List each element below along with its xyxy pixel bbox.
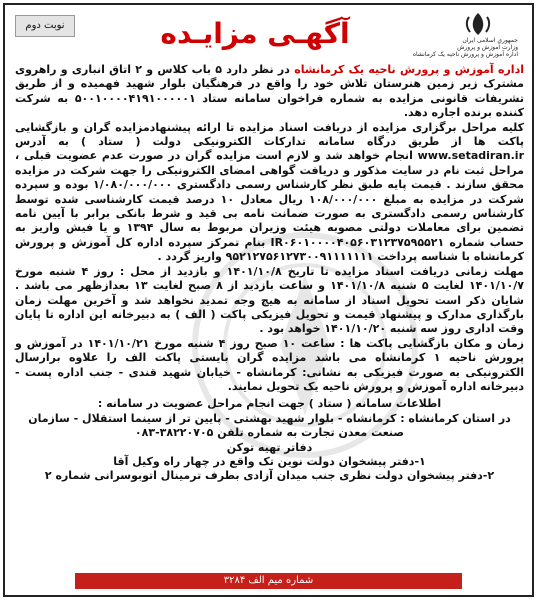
org-line-country: جمهوری اسلامی ایران xyxy=(462,37,518,44)
iran-emblem-icon xyxy=(460,11,496,37)
procedure-paragraph: کلیه مراحل برگزاری مزایده از دریافت اسناد مزایده تا ارائه پیشنهادمزایده گران و بازگشایی پاکت ها از طریق درگاه سامانه تدارکات الکترونیکی دولت ( ستاد ) به آدرس www.setadiran.ir انجام خواهد شد و لازم است مزایده گران در صورت عدم عضویت قبلی ، مراحل ثبت نام در سایت مذکور و دریافت گواهی امضای الکترونیکی را جهت شرکت در مزایده محقق سازند . قیمت پایه طبق نظر کارشناس رسمی دادگستری ۱/۰۸۰/۰۰۰/۰۰۰ بوده و سپرده شرکت در مزایده به مبلغ ۱۰۸/۰۰۰/۰۰۰ ریال معادل ۱۰ درصد قیمت کارشناسی شده توسط کارشناس رسمی دادگستری به صورت ضمانت نامه بی قید و شرط بانکی برابر با آیین نامه تضمین برای معاملات دولتی مصوبه هیئت وزیران مربوط به سال ۱۳۹۴ و یا فیش واریز به حساب شماره IR۰۶۰۱۰۰۰۰۴۰۵۶۰۳۱۲۳۷۵۹۵۵۲۱ بنام تمرکز سپرده اداره کل آموزش و پرورش کرمانشاه با شناسه پرداخت ۹۵۲۱۲۷۵۶۱۲۷۳۰۰۹۱۱۱۱۱۱۱ واریز گردد . xyxy=(15,120,525,264)
office-item-2: ۲-دفتر پیشخوان دولت نظری جنب میدان آزادی بطرف ترمینال اتوبوسرانی شماره ۲ xyxy=(44,469,495,483)
organization-logo xyxy=(412,11,518,61)
opening-paragraph: زمان و مکان بازگشایی پاکت ها : ساعت ۱۰ صبح روز ۴ شنبه مورخ ۱۴۰۱/۱۰/۲۱ در آموزش و پرورش ناحیه ۱ کرمانشاه می باشد مزایده گران بایستی پاکت الف را علاوه برارسال الکترونیکی به صورت فیزیکی به نشانی: کرمانشاه - خیابان شهید قندی - جنب اداره پست - دبیرخانه اداره آموزش و پرورش ناحیه یک تحویل نمایند. xyxy=(15,336,524,393)
info-body: در استان کرمانشاه : کرمانشاه - بلوار شهید بهشتی - پایین تر از سینما استقلال - سازمان صنعت معدن تجارت به شماره تلفن ۳۸۲۲۰۷۰۵-۰۸۳ xyxy=(28,411,511,440)
ad-title: آگهـی مزایـده xyxy=(160,17,350,50)
office-title: دفاتر تهیه توکن xyxy=(226,440,313,454)
second-notice-badge: نوبت دوم xyxy=(15,15,75,37)
intro-text: در نظر دارد ۵ باب کلاس و ۲ اتاق انباری و راهروی مشترک زیر زمین هنرستان تلاش خود را واقع در فرهنگیان بلوار شهید فهمیده و از طریق تشریفات قانونی مزایده به شماره فراخوان سامانه ستاد ۵۰۰۱۰۰۰۰۴۱۹۱۰۰۰۰۰۱ به شرکت کننده برنده اجاره دهد. xyxy=(15,63,524,120)
office-item-1: ۱-دفتر پیشخوان دولت نوین تک واقع در چهار راه وکیل آقا xyxy=(113,454,426,468)
org-line-ministry: وزارت آموزش و پرورش xyxy=(457,44,518,51)
intro-lead: اداره آموزش و پرورش ناحیه یک کرمانشاه xyxy=(294,63,524,76)
org-line-office: اداره آموزش و پرورش ناحیه یک کرمانشاه xyxy=(412,51,518,58)
ad-body xyxy=(15,63,524,484)
advertisement-frame xyxy=(3,3,534,597)
reference-number-bar: شماره میم الف ۳۲۸۴ xyxy=(75,573,462,589)
intro-paragraph xyxy=(15,63,524,121)
deadline-paragraph: مهلت زمانی دریافت اسناد مزایده تا تاریخ ۱۴۰۱/۱۰/۸ و بازدید از محل : روز ۴ شنبه مورخ ۱۴۰۱/۱۰/۷ لغایت ۵ شنبه ۱۴۰۱/۱۰/۸ و ساعت بازدید از ۸ صبح لغایت ۱۳ بعدازظهر می باشد . شایان ذکر است تحویل اسناد از سامانه به هیچ وجه تمدید نخواهد شد و آخرین مهلت زمان بارگذاری مدارک و پیشنهاد قیمت و تحویل فیزیکی پاکت ( الف ) به دبیرخانه این اداره تا پایان وقت اداری روز سه شنبه ۱۴۰۱/۱۰/۲۰ خواهد بود . xyxy=(15,264,524,336)
info-title: اطلاعات سامانه ( ستاد ) جهت انجام مراحل عضویت در سامانه : xyxy=(97,397,442,411)
